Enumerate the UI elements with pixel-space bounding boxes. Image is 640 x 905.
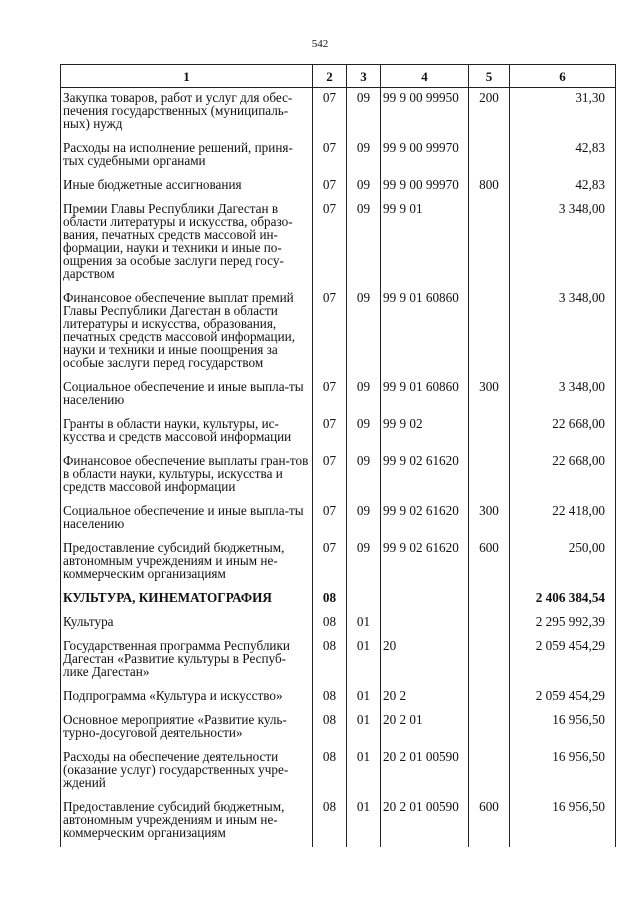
row-section-cell: 07 — [313, 377, 347, 414]
row-section-cell: 07 — [313, 414, 347, 451]
row-expense-type-cell — [469, 747, 510, 797]
row-subsection-cell: 09 — [347, 88, 381, 139]
row-subsection-cell: 09 — [347, 175, 381, 199]
row-expense-type-cell: 300 — [469, 377, 510, 414]
row-subsection-cell — [347, 588, 381, 612]
row-section-cell: 08 — [313, 797, 347, 847]
table-row — [61, 138, 616, 175]
row-target-code-cell: 99 9 01 — [381, 199, 469, 288]
row-expense-type-cell: 200 — [469, 88, 510, 139]
row-name-cell: Расходы на исполнение решений, приня-тых судебными органами — [61, 138, 313, 175]
row-amount-cell: 2 059 454,29 — [510, 636, 616, 686]
row-subsection-cell: 01 — [347, 686, 381, 710]
column-header: 6 — [510, 65, 616, 88]
row-expense-type-cell: 300 — [469, 501, 510, 538]
row-target-code-cell — [381, 612, 469, 636]
row-target-code-cell: 20 2 01 00590 — [381, 747, 469, 797]
row-expense-type-cell — [469, 199, 510, 288]
table-row — [61, 747, 616, 797]
row-amount-cell: 42,83 — [510, 175, 616, 199]
row-section-cell: 08 — [313, 588, 347, 612]
row-subsection-cell: 09 — [347, 377, 381, 414]
row-amount-cell: 16 956,50 — [510, 710, 616, 747]
table-row — [61, 501, 616, 538]
budget-table — [60, 64, 616, 847]
row-amount-cell: 22 418,00 — [510, 501, 616, 538]
row-amount-cell: 2 295 992,39 — [510, 612, 616, 636]
row-target-code-cell: 99 9 01 60860 — [381, 377, 469, 414]
row-name-cell: Гранты в области науки, культуры, ис-кусства и средств массовой информации — [61, 414, 313, 451]
row-section-cell: 07 — [313, 138, 347, 175]
row-expense-type-cell — [469, 588, 510, 612]
table-row — [61, 612, 616, 636]
row-name-cell: Закупка товаров, работ и услуг для обес-печения государственных (муниципаль-ных) нужд — [61, 88, 313, 139]
row-expense-type-cell — [469, 636, 510, 686]
row-name-cell: Предоставление субсидий бюджетным, автономным учреждениям и иным не-коммерческим организациям — [61, 538, 313, 588]
table-row — [61, 288, 616, 377]
row-amount-cell: 22 668,00 — [510, 451, 616, 501]
row-subsection-cell: 01 — [347, 636, 381, 686]
row-target-code-cell: 99 9 00 99970 — [381, 138, 469, 175]
column-header: 1 — [61, 65, 313, 88]
row-amount-cell: 42,83 — [510, 138, 616, 175]
row-name-cell: Социальное обеспечение и иные выпла-ты населению — [61, 377, 313, 414]
row-name-cell: Предоставление субсидий бюджетным, автономным учреждениям и иным не-коммерческим организациям — [61, 797, 313, 847]
table-row — [61, 414, 616, 451]
row-target-code-cell: 99 9 01 60860 — [381, 288, 469, 377]
table-row — [61, 88, 616, 139]
row-subsection-cell: 01 — [347, 747, 381, 797]
row-target-code-cell: 99 9 00 99970 — [381, 175, 469, 199]
table-row — [61, 686, 616, 710]
table-row — [61, 175, 616, 199]
row-amount-cell: 3 348,00 — [510, 377, 616, 414]
row-target-code-cell: 99 9 02 61620 — [381, 501, 469, 538]
row-subsection-cell: 09 — [347, 451, 381, 501]
row-amount-cell: 3 348,00 — [510, 288, 616, 377]
row-target-code-cell: 20 — [381, 636, 469, 686]
row-name-cell: Государственная программа Республики Дагестан «Развитие культуры в Респуб-лике Дагестан» — [61, 636, 313, 686]
row-amount-cell: 16 956,50 — [510, 797, 616, 847]
row-amount-cell: 2 059 454,29 — [510, 686, 616, 710]
row-section-cell: 07 — [313, 175, 347, 199]
row-target-code-cell: 99 9 02 61620 — [381, 451, 469, 501]
row-section-cell: 07 — [313, 199, 347, 288]
row-section-cell: 08 — [313, 747, 347, 797]
row-section-cell: 07 — [313, 501, 347, 538]
row-name-cell: Премии Главы Республики Дагестан в области литературы и искусства, образо-вания, печатных средств массовой ин-формации, науки и техники и иные по-ощрения за особые заслуги перед госу-дарством — [61, 199, 313, 288]
page-number: 542 — [311, 38, 329, 50]
row-subsection-cell: 09 — [347, 138, 381, 175]
row-subsection-cell: 01 — [347, 797, 381, 847]
row-section-cell: 08 — [313, 710, 347, 747]
column-header: 2 — [313, 65, 347, 88]
table-row — [61, 797, 616, 847]
row-amount-cell: 22 668,00 — [510, 414, 616, 451]
table-header-row — [61, 65, 616, 88]
row-target-code-cell: 99 9 00 99950 — [381, 88, 469, 139]
row-section-cell: 08 — [313, 686, 347, 710]
row-target-code-cell — [381, 588, 469, 612]
column-header: 5 — [469, 65, 510, 88]
row-expense-type-cell: 600 — [469, 538, 510, 588]
row-expense-type-cell — [469, 288, 510, 377]
row-amount-cell: 3 348,00 — [510, 199, 616, 288]
row-name-cell: Финансовое обеспечение выплаты гран-тов в области науки, культуры, искусства и средств массовой информации — [61, 451, 313, 501]
table-row — [61, 588, 616, 612]
row-amount-cell: 16 956,50 — [510, 747, 616, 797]
row-name-cell: Иные бюджетные ассигнования — [61, 175, 313, 199]
row-amount-cell: 2 406 384,54 — [510, 588, 616, 612]
row-amount-cell: 31,30 — [510, 88, 616, 139]
row-target-code-cell: 20 2 01 00590 — [381, 797, 469, 847]
column-header: 3 — [347, 65, 381, 88]
row-target-code-cell: 20 2 — [381, 686, 469, 710]
column-header: 4 — [381, 65, 469, 88]
row-section-cell: 08 — [313, 636, 347, 686]
row-expense-type-cell: 600 — [469, 797, 510, 847]
table-row — [61, 451, 616, 501]
row-amount-cell: 250,00 — [510, 538, 616, 588]
row-subsection-cell: 01 — [347, 612, 381, 636]
table-row — [61, 538, 616, 588]
row-section-cell: 08 — [313, 612, 347, 636]
row-name-cell: Подпрограмма «Культура и искусство» — [61, 686, 313, 710]
row-subsection-cell: 09 — [347, 538, 381, 588]
row-section-cell: 07 — [313, 538, 347, 588]
row-section-cell: 07 — [313, 451, 347, 501]
row-subsection-cell: 09 — [347, 414, 381, 451]
row-subsection-cell: 09 — [347, 288, 381, 377]
row-section-cell: 07 — [313, 288, 347, 377]
row-expense-type-cell — [469, 710, 510, 747]
table-row — [61, 710, 616, 747]
row-expense-type-cell — [469, 414, 510, 451]
row-subsection-cell: 01 — [347, 710, 381, 747]
table-row — [61, 636, 616, 686]
row-expense-type-cell — [469, 686, 510, 710]
table-row — [61, 377, 616, 414]
row-name-cell: Социальное обеспечение и иные выпла-ты населению — [61, 501, 313, 538]
row-expense-type-cell: 800 — [469, 175, 510, 199]
row-target-code-cell: 99 9 02 61620 — [381, 538, 469, 588]
row-name-cell: Финансовое обеспечение выплат премий Главы Республики Дагестан в области литературы и искусства, образования, печатных средств массовой информации, науки и техники и иные поощрения за особые заслуги перед государством — [61, 288, 313, 377]
row-name-cell: Расходы на обеспечение деятельности (оказание услуг) государственных учре-ждений — [61, 747, 313, 797]
row-target-code-cell: 99 9 02 — [381, 414, 469, 451]
row-subsection-cell: 09 — [347, 199, 381, 288]
row-name-cell: КУЛЬТУРА, КИНЕМАТОГРАФИЯ — [61, 588, 313, 612]
row-target-code-cell: 20 2 01 — [381, 710, 469, 747]
row-expense-type-cell — [469, 451, 510, 501]
row-name-cell: Основное мероприятие «Развитие куль-турно-досуговой деятельности» — [61, 710, 313, 747]
row-subsection-cell: 09 — [347, 501, 381, 538]
row-expense-type-cell — [469, 612, 510, 636]
row-section-cell: 07 — [313, 88, 347, 139]
table-row — [61, 199, 616, 288]
row-name-cell: Культура — [61, 612, 313, 636]
row-expense-type-cell — [469, 138, 510, 175]
